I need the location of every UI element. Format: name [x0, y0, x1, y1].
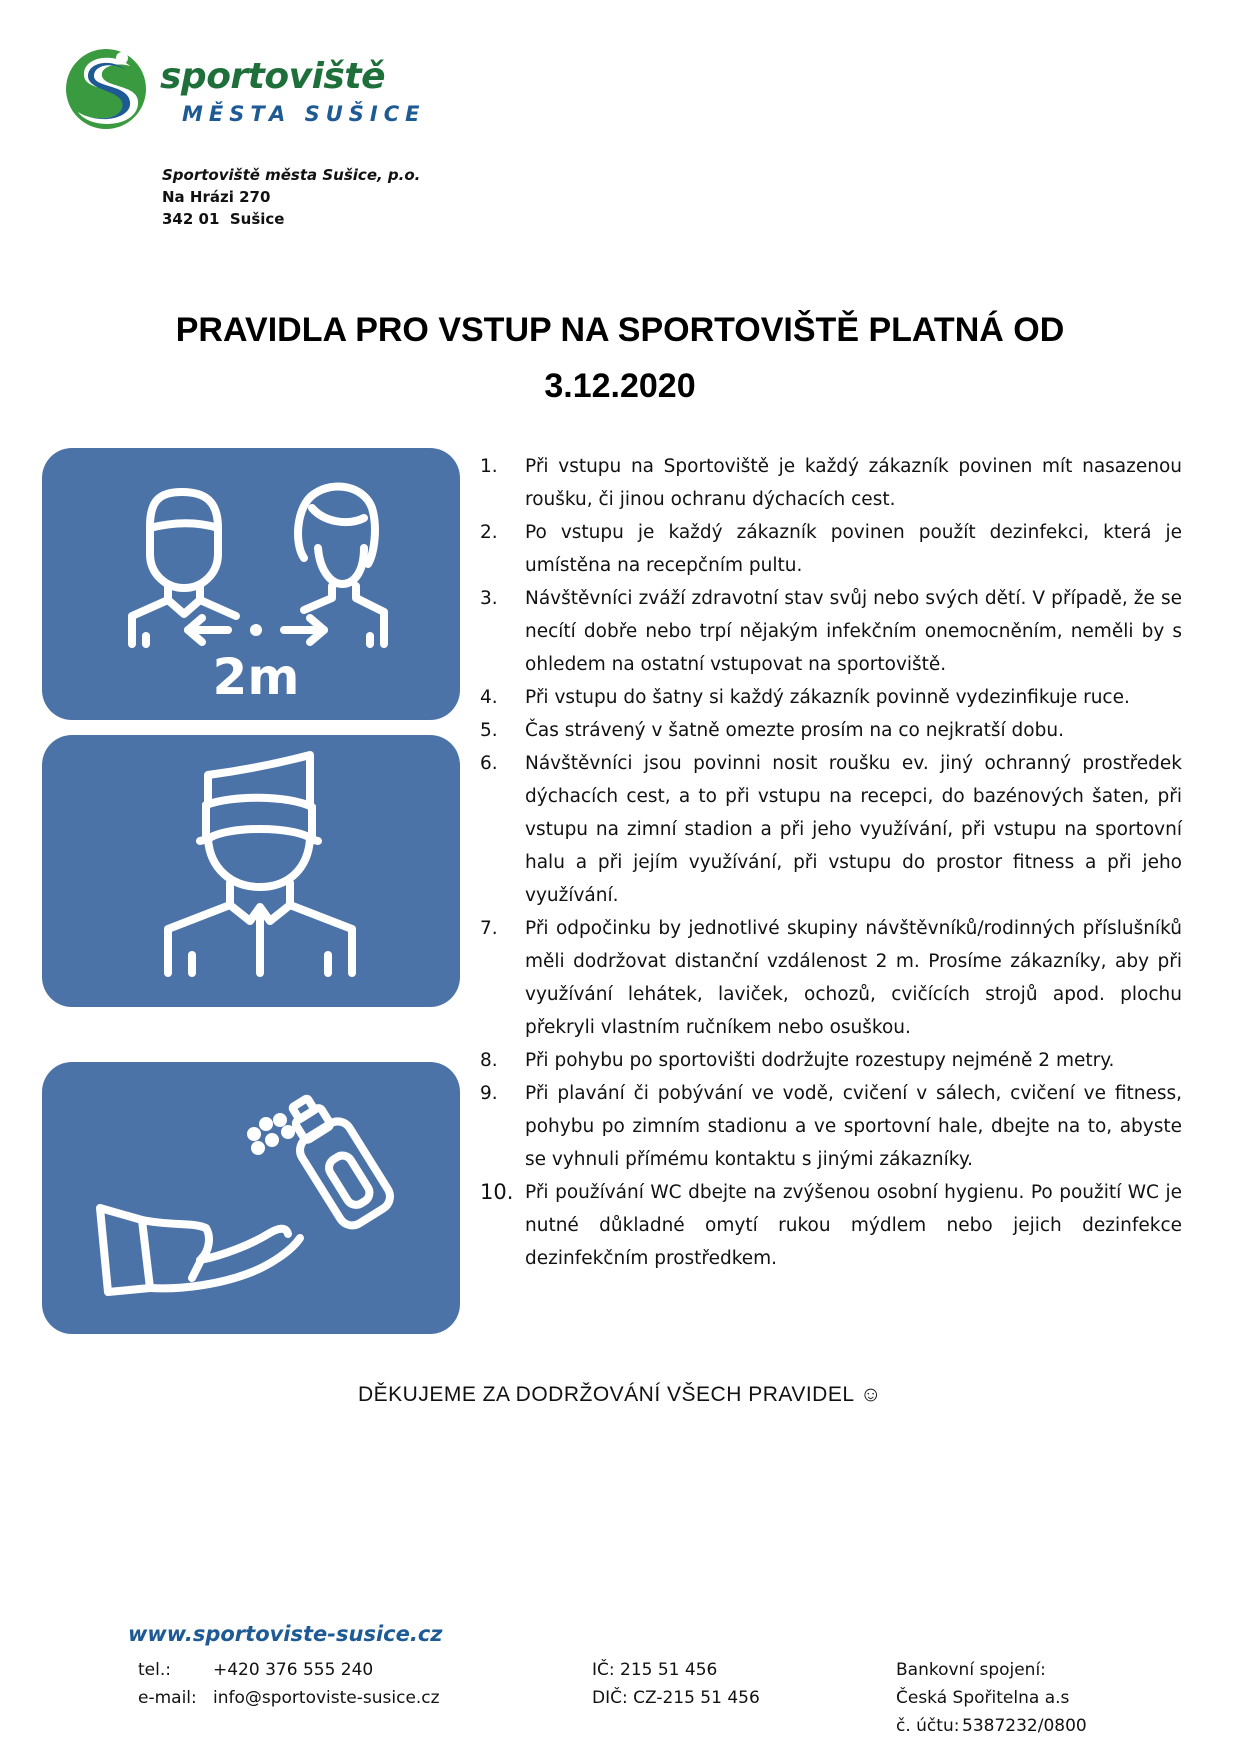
ic-value: IČ: 215 51 456	[592, 1660, 718, 1680]
rule-text: Při plavání či pobývání ve vodě, cvičení v sálech, cvičení ve fitness, pohybu po zimním stadionu a ve sportovní hale, dbejte na to, abyste se vyhnuli přímému kontaktu s jinými zákazníky.	[525, 1083, 1182, 1170]
rules-list	[480, 450, 1182, 1275]
list-item	[480, 1077, 1182, 1176]
list-item	[480, 1044, 1182, 1077]
account-value: 5387232/0800	[962, 1716, 1087, 1736]
rule-text: Při odpočinku by jednotlivé skupiny návštěvníků/rodinných příslušníků měli dodržovat distanční vzdálenost 2 m. Prosíme zákazníky, aby při využívání lehátek, laviček, ochozů, cvičících strojů apod. plochu překryli vlastním ručníkem nebo osuškou.	[525, 918, 1182, 1038]
tel-value[interactable]: +420 376 555 240	[213, 1660, 374, 1680]
address-city: 342 01 Sušice	[162, 210, 285, 228]
list-item	[480, 450, 1182, 516]
sanitizer-panel	[42, 1062, 460, 1334]
list-item	[480, 582, 1182, 681]
title-line-2: 3.12.2020	[544, 367, 696, 405]
bank-block	[896, 1656, 1087, 1740]
address-street: Na Hrázi 270	[162, 188, 271, 206]
face-mask-icon	[42, 735, 460, 1007]
contact-block	[138, 1656, 440, 1712]
email-label: e-mail:	[138, 1688, 197, 1708]
rule-text: Při pohybu po sportovišti dodržujte rozestupy nejméně 2 metry.	[525, 1050, 1115, 1071]
company-ids	[592, 1656, 760, 1712]
organization-name: Sportoviště města Sušice, p.o.	[162, 166, 421, 184]
list-item	[480, 1176, 1182, 1275]
distance-panel	[42, 448, 460, 720]
logo	[60, 44, 440, 134]
website-link[interactable]: www.sportoviste-susice.cz	[128, 1622, 443, 1646]
address-block	[162, 164, 420, 230]
logo-subtitle: MĚSTA SUŠICE	[182, 102, 426, 126]
title-line-1: PRAVIDLA PRO VSTUP NA SPORTOVIŠTĚ PLATNÁ OD	[175, 311, 1065, 349]
rule-number: 5.	[480, 720, 498, 741]
rule-text: Čas strávený v šatně omezte prosím na co nejkratší dobu.	[525, 720, 1064, 741]
mask-panel	[42, 735, 460, 1007]
dic-value: DIČ: CZ-215 51 456	[592, 1688, 760, 1708]
thanks-note: DĚKUJEME ZA DODRŽOVÁNÍ VŠECH PRAVIDEL ☺	[357, 1383, 883, 1406]
rule-number: 9.	[480, 1083, 498, 1104]
sportoviste-logo-icon	[60, 44, 152, 134]
rule-number: 6.	[480, 753, 498, 774]
rule-number: 10.	[480, 1180, 514, 1204]
distance-label: 2m	[212, 648, 300, 706]
rule-number: 8.	[480, 1050, 498, 1071]
list-item	[480, 714, 1182, 747]
rule-number: 4.	[480, 687, 498, 708]
hand-sanitizer-icon	[42, 1062, 460, 1334]
list-item	[480, 516, 1182, 582]
email-value[interactable]: info@sportoviste-susice.cz	[213, 1688, 440, 1708]
account-label: č. účtu:	[896, 1716, 960, 1736]
rule-number: 2.	[480, 522, 498, 543]
rule-text: Návštěvníci jsou povinni nosit roušku ev. jiný ochranný prostředek dýchacích cest, a to při vstupu na recepci, do bazénových šaten, při vstupu na zimní stadion a při jeho využívání, při vstupu na sportovní halu a při jejím využívání, při vstupu do prostor fitness a při jeho využívání.	[525, 753, 1182, 906]
page-title	[0, 302, 1240, 414]
rule-number: 1.	[480, 456, 498, 477]
tel-label: tel.:	[138, 1660, 171, 1680]
list-item	[480, 747, 1182, 912]
rule-text: Při vstupu do šatny si každý zákazník povinně vydezinfikuje ruce.	[525, 687, 1130, 708]
rule-text: Při používání WC dbejte na zvýšenou osobní hygienu. Po použití WC je nutné důkladné omytí rukou mýdlem nebo jejich dezinfekce dezinfekčním prostředkem.	[525, 1182, 1182, 1269]
rule-number: 7.	[480, 918, 498, 939]
rule-number: 3.	[480, 588, 498, 609]
rule-text: Návštěvníci zváží zdravotní stav svůj nebo svých dětí. V případě, že se necítí dobře nebo trpí nějakým infekčním onemocněním, neměli by s ohledem na ostatní vstupovat na sportoviště.	[525, 588, 1182, 675]
list-item	[480, 912, 1182, 1044]
bank-name: Česká Spořitelna a.s	[896, 1688, 1070, 1708]
bank-label: Bankovní spojení:	[896, 1660, 1046, 1680]
distance-people-icon	[42, 448, 460, 720]
logo-wordmark: sportoviště	[160, 56, 385, 97]
rule-text: Při vstupu na Sportoviště je každý zákazník povinen mít nasazenou roušku, či jinou ochranu dýchacích cest.	[525, 456, 1182, 510]
rule-text: Po vstupu je každý zákazník povinen použít dezinfekci, která je umístěna na recepčním pultu.	[525, 522, 1182, 576]
list-item	[480, 681, 1182, 714]
